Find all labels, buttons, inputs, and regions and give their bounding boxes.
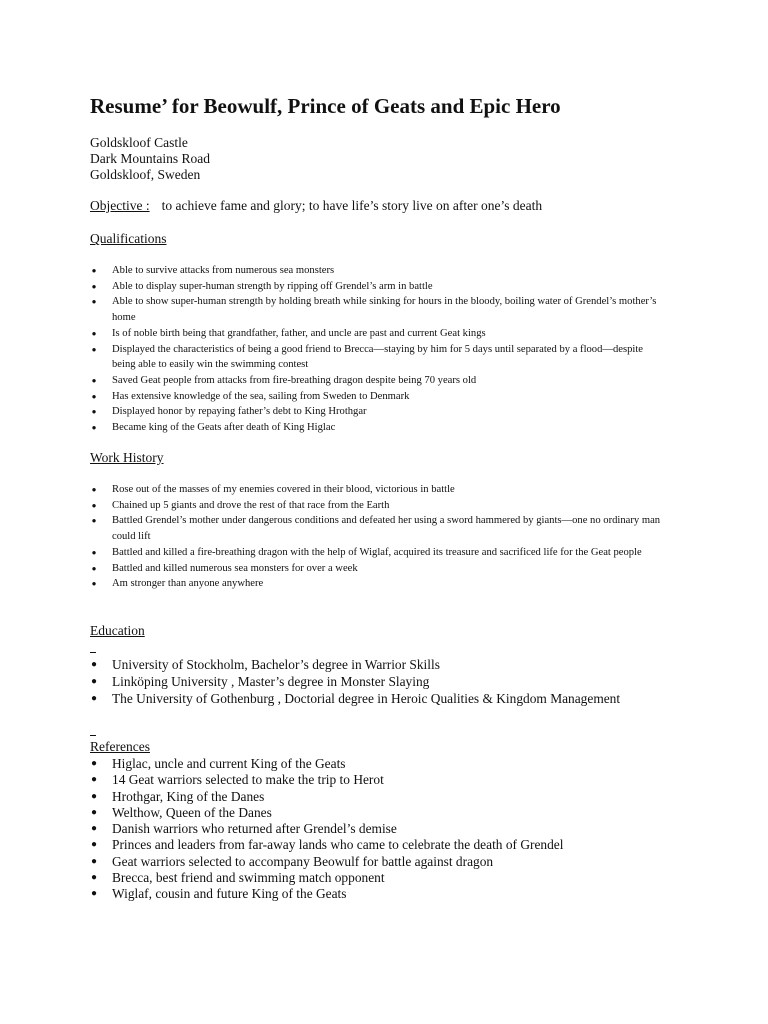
list-item-text: Brecca, best friend and swimming match opponent — [112, 870, 385, 886]
bullet-icon: ● — [90, 806, 98, 818]
list-item-text: Battled and killed a fire-breathing dragon with the help of Wiglaf, acquired its treasure and sacrificed life for the Geat people — [112, 546, 642, 558]
bullet-icon: ● — [91, 297, 97, 307]
bullet-icon: ● — [91, 500, 97, 510]
list-item — [89, 482, 669, 498]
objective-label: Objective : — [90, 198, 150, 213]
education-heading: Education — [90, 623, 145, 638]
bullet-icon: ● — [90, 659, 98, 670]
list-item — [89, 805, 669, 821]
bullet-icon: ● — [90, 676, 98, 688]
list-item-text: Linköping University , Master’s degree in Monster Slaying — [112, 674, 430, 690]
list-item-text: Rose out of the masses of my enemies covered in their blood, victorious in battle — [112, 484, 455, 495]
bullet-icon: ● — [91, 266, 97, 275]
list-item-text: Saved Geat people from attacks from fire-breathing dragon despite being 70 years old — [112, 374, 477, 386]
list-item — [89, 513, 669, 544]
address-line: Goldskloof, Sweden — [90, 167, 201, 182]
list-item — [89, 690, 669, 707]
list-item-text: Battled and killed numerous sea monsters for over a week — [112, 562, 358, 574]
list-item-text: Chained up 5 giants and drove the rest of that race from the Earth — [112, 499, 390, 511]
list-item — [89, 294, 669, 325]
references-list — [89, 756, 669, 903]
list-item-text: Is of noble birth being that grandfather, father, and uncle are past and current Geat kings — [112, 327, 486, 339]
list-item — [89, 404, 669, 420]
qualifications-list — [89, 263, 669, 436]
list-item-text: The University of Gothenburg , Doctorial degree in Heroic Qualities & Kingdom Management — [112, 691, 621, 707]
bullet-icon: ● — [90, 790, 98, 802]
bullet-icon: ● — [91, 547, 97, 557]
bullet-icon: ● — [91, 328, 97, 338]
bullet-icon: ● — [91, 516, 97, 526]
list-item-text: Welthow, Queen of the Danes — [112, 804, 272, 820]
work-history-list — [89, 482, 669, 592]
objective-line — [90, 198, 542, 214]
bullet-icon: ● — [90, 774, 98, 786]
list-item — [89, 342, 669, 373]
list-item — [89, 656, 669, 673]
list-item-text: University of Stockholm, Bachelor’s degree in Warrior Skills — [112, 657, 440, 672]
list-item — [89, 789, 669, 805]
bullet-icon: ● — [90, 758, 98, 769]
list-item — [89, 498, 669, 514]
bullet-icon: ● — [91, 563, 97, 573]
list-item — [89, 420, 669, 436]
list-item — [89, 870, 669, 886]
list-item-text: Geat warriors selected to accompany Beowulf for battle against dragon — [112, 853, 494, 869]
list-item — [89, 756, 669, 772]
bullet-icon: ● — [91, 391, 97, 401]
list-item — [89, 326, 669, 342]
work-history-heading: Work History — [90, 450, 164, 465]
list-item — [89, 886, 669, 902]
list-item-text: Princes and leaders from far-away lands who came to celebrate the death of Grendel — [112, 837, 564, 853]
list-item — [89, 263, 669, 279]
list-item — [89, 821, 669, 837]
list-item-text: 14 Geat warriors selected to make the trip to Herot — [112, 772, 384, 788]
bullet-icon: ● — [90, 823, 98, 835]
list-item-text: Able to survive attacks from numerous sea monsters — [112, 265, 335, 276]
list-item-text: Wiglaf, cousin and future King of the Geats — [112, 886, 347, 902]
bullet-icon: ● — [91, 344, 97, 354]
list-item — [89, 561, 669, 577]
bullet-icon: ● — [91, 485, 97, 494]
list-item-text: Became king of the Geats after death of King Higlac — [112, 422, 336, 434]
list-item-text: Has extensive knowledge of the sea, sailing from Sweden to Denmark — [112, 390, 410, 402]
list-item-text: Displayed the characteristics of being a good friend to Brecca—staying by him for 5 days until separated by a flood—despite being able to easily win the swimming contest — [112, 343, 644, 371]
address-block — [90, 135, 210, 183]
list-item-text: Able to display super-human strength by ripping off Grendel’s arm in battle — [112, 280, 433, 292]
list-item-text: Displayed honor by repaying father’s debt to King Hrothgar — [112, 406, 367, 418]
bullet-icon: ● — [90, 855, 98, 867]
page-title: Resume’ for Beowulf, Prince of Geats and Epic Hero — [90, 94, 561, 118]
list-item — [89, 279, 669, 295]
objective-text: to achieve fame and glory; to have life’s story live on after one’s death — [161, 198, 543, 213]
list-item — [89, 854, 669, 870]
list-item — [89, 545, 669, 561]
bullet-icon: ● — [91, 407, 97, 417]
address-line: Dark Mountains Road — [90, 151, 210, 166]
list-item-text: Hrothgar, King of the Danes — [112, 788, 265, 804]
list-item — [89, 373, 669, 389]
list-item — [89, 673, 669, 690]
list-item-text: Able to show super-human strength by holding breath while sinking for hours in the bloody, boiling water of Grendel’s mother’s home — [112, 296, 657, 324]
list-item — [89, 389, 669, 405]
bullet-icon: ● — [91, 375, 97, 385]
bullet-icon: ● — [90, 839, 98, 851]
list-item-text: Danish warriors who returned after Grendel’s demise — [112, 821, 397, 837]
list-item — [89, 837, 669, 853]
list-item-text: Battled Grendel’s mother under dangerous conditions and defeated her using a sword hammered by giants—one no ordinary man could lift — [112, 515, 661, 543]
address-line: Goldskloof Castle — [90, 135, 188, 150]
references-heading: References — [90, 739, 150, 754]
bullet-icon: ● — [90, 888, 98, 900]
qualifications-heading: Qualifications — [90, 231, 167, 246]
bullet-icon: ● — [91, 579, 97, 589]
divider — [90, 735, 96, 736]
divider — [90, 652, 96, 653]
list-item — [89, 576, 669, 592]
education-list — [89, 656, 669, 708]
list-item — [89, 772, 669, 788]
bullet-icon: ● — [90, 693, 98, 705]
bullet-icon: ● — [91, 281, 97, 291]
list-item-text: Am stronger than anyone anywhere — [112, 578, 264, 590]
list-item-text: Higlac, uncle and current King of the Geats — [112, 756, 346, 771]
bullet-icon: ● — [90, 872, 98, 884]
bullet-icon: ● — [91, 423, 97, 433]
